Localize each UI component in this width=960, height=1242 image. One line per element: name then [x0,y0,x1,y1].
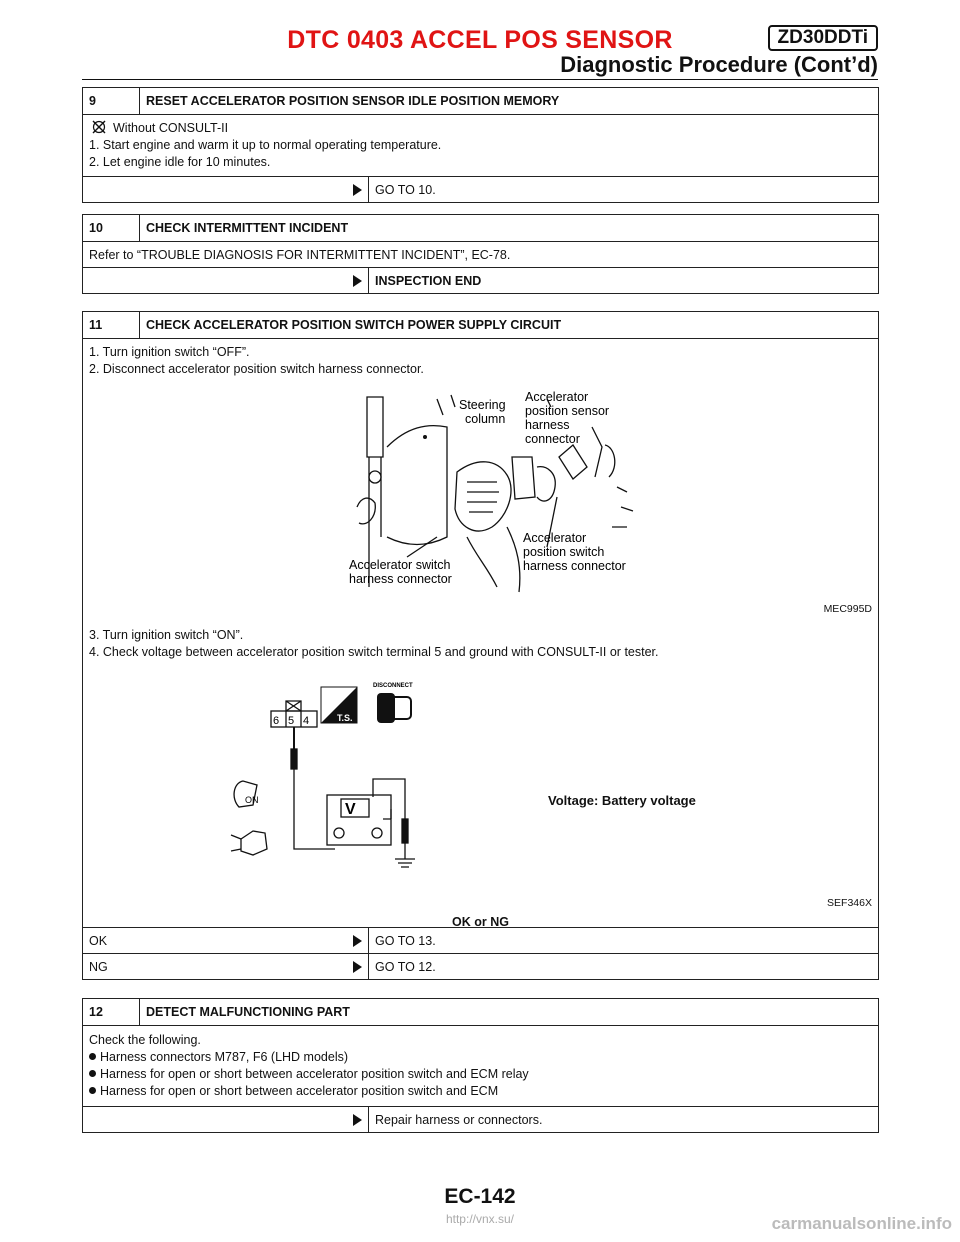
step-title: RESET ACCELERATOR POSITION SENSOR IDLE POSITION MEMORY [146,94,560,108]
label-apsw-2: position switch [523,545,605,559]
result-action: Repair harness or connectors. [375,1112,543,1127]
step-11-body [83,339,878,927]
reference-text: Refer to “TROUBLE DIAGNOSIS FOR INTERMITTENT INCIDENT”, EC-78. [89,248,511,262]
step-12-box [82,998,879,1133]
result-action: GO TO 12. [375,959,436,974]
ok-or-ng-label: OK or NG [452,915,509,929]
arrow-right-icon [353,1114,362,1126]
label-aps-3: harness [525,418,570,432]
voltmeter-label: V [345,801,356,818]
step-10-header [83,215,878,242]
page-number: EC-142 [444,1185,516,1208]
list-item: Harness for open or short between accelerator position switch and ECM relay [89,1066,872,1083]
arrow-right-icon [353,184,362,196]
result-row [83,1106,878,1132]
source-url[interactable]: http://vnx.su/ [445,1212,515,1226]
terminal-5: 5 [288,715,295,727]
terminal-6: 6 [273,715,280,727]
instruction-line: 2. Disconnect accelerator position switch harness connector. [89,362,424,376]
intro-line: Check the following. [89,1033,201,1047]
step-9-body [83,115,878,176]
step-title: CHECK INTERMITTENT INCIDENT [146,221,349,235]
page-subtitle: Diagnostic Procedure (Cont’d) [560,52,878,77]
step-number: 12 [83,999,140,1025]
engine-badge: ZD30DDTi [768,25,878,51]
result-condition: OK [89,933,108,948]
label-column: column [465,412,506,426]
bullet-icon [89,1087,96,1094]
label-aps-1: Accelerator [525,390,589,404]
step-11-header [83,312,878,339]
step-title: CHECK ACCELERATOR POSITION SWITCH POWER SUPPLY CIRCUIT [146,318,562,332]
figure-code: SEF346X [827,897,872,909]
result-action: INSPECTION END [375,273,482,288]
list-item: Harness connectors M787, F6 (LHD models) [89,1049,872,1066]
label-asw-2: harness connector [349,572,452,586]
header-divider [82,79,878,80]
step-11-box [82,311,879,980]
step-12-body [83,1026,878,1106]
step-number: 11 [83,312,140,338]
figure-code: MEC995D [823,603,872,615]
instruction-line: 3. Turn ignition switch “ON”. [89,628,244,642]
arrow-right-icon [353,935,362,947]
list-item: Harness for open or short between accelerator position switch and ECM [89,1083,872,1100]
label-asw-1: Accelerator switch [349,558,451,572]
step-9-header [83,88,878,115]
bullet-icon [89,1053,96,1060]
label-apsw-1: Accelerator [523,531,587,545]
result-action: GO TO 13. [375,933,436,948]
arrow-right-icon [353,961,362,973]
result-action: GO TO 10. [375,182,436,197]
voltage-spec: Voltage: Battery voltage [548,793,696,808]
arrow-right-icon [353,275,362,287]
step-number: 10 [83,215,140,241]
ignition-on-label: ON [245,795,259,805]
page-title: DTC 0403 ACCEL POS SENSOR [287,26,673,54]
terminal-4: 4 [303,715,310,727]
label-steering: Steering [459,398,506,412]
instruction-line: 2. Let engine idle for 10 minutes. [89,155,271,169]
watermark: carmanualsonline.info [771,1214,952,1233]
disconnect-label: DISCONNECT [373,683,413,689]
connector-location-illustration [347,387,647,597]
instruction-line: 1. Start engine and warm it up to normal operating temperature. [89,138,442,152]
ts-label: T.S. [337,713,353,723]
result-row-ng [83,953,878,979]
step-number: 9 [83,88,140,114]
mode-line [89,120,872,137]
result-row [83,176,878,202]
step-10-body [83,242,878,267]
mode-label: Without CONSULT-II [113,121,229,135]
label-aps-2: position sensor [525,404,610,418]
result-row [83,267,878,293]
label-aps-4: connector [525,432,580,446]
step-10-box [82,214,879,294]
result-condition: NG [89,959,108,974]
no-tools-icon [91,120,107,134]
label-apsw-3: harness connector [523,559,626,573]
step-12-header [83,999,878,1026]
consult-ts-icons [307,675,427,737]
instruction-line: 1. Turn ignition switch “OFF”. [89,345,250,359]
step-title: DETECT MALFUNCTIONING PART [146,1005,350,1019]
bullet-icon [89,1070,96,1077]
step-9-box [82,87,879,203]
instruction-line: 4. Check voltage between accelerator position switch terminal 5 and ground with CONSULT-II or tester. [89,645,659,659]
